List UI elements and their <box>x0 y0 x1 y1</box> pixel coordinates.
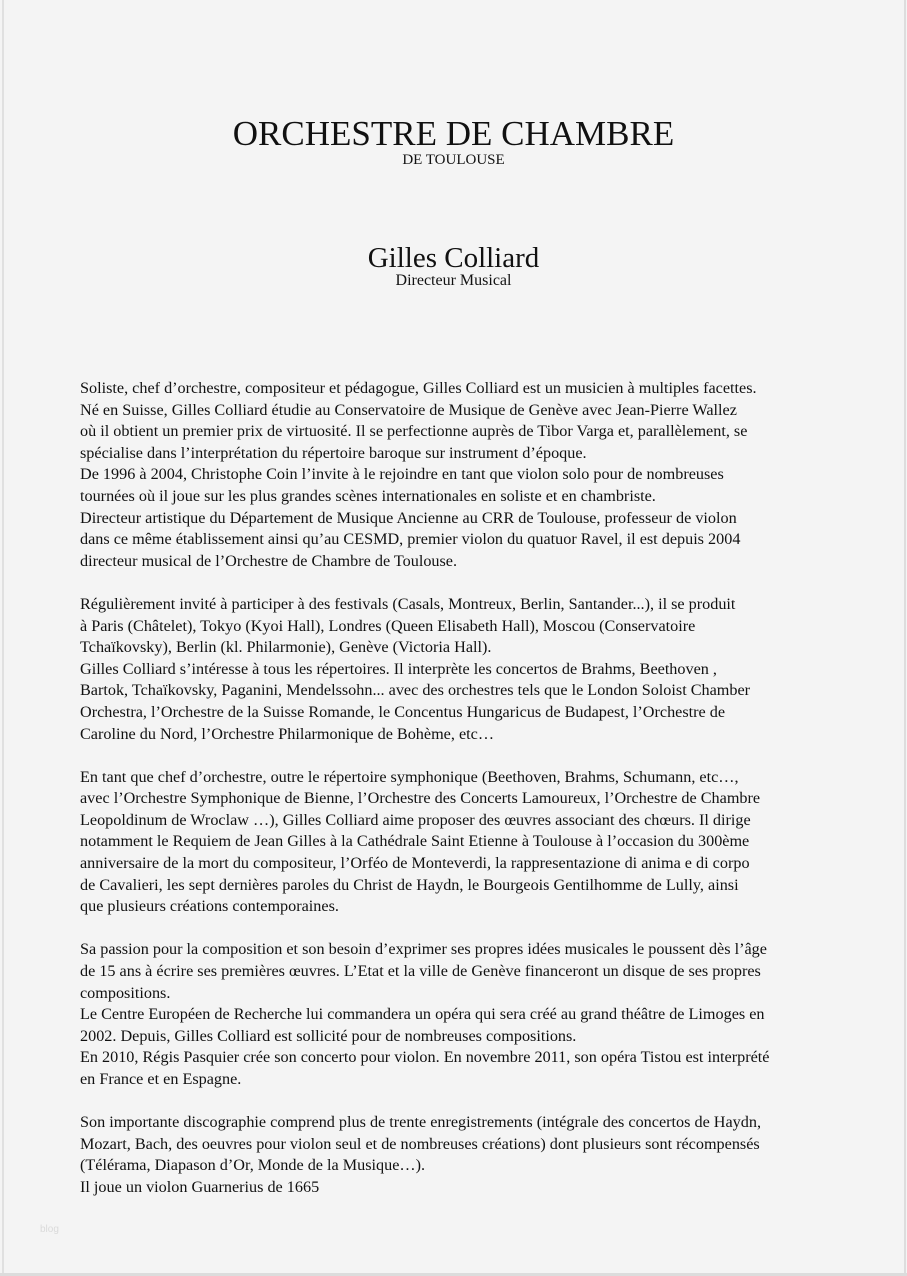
text-line: 2002. Depuis, Gilles Colliard est sollicité pour de nombreuses compositions. <box>80 1026 577 1045</box>
text-line: de 15 ans à écrire ses premières œuvres. L’Etat et la ville de Genève financeront un disque de ses propres <box>80 962 761 981</box>
text-line: Gilles Colliard s’intéresse à tous les répertoires. Il interprète les concertos de Brahms, Beethoven , <box>80 659 717 678</box>
text-line: anniversaire de la mort du compositeur, l’Orféo de Monteverdi, la rappresentazione di anima e di corpo <box>80 854 750 873</box>
text-line: (Télérama, Diapason d’Or, Monde de la Musique…). <box>80 1156 426 1175</box>
biography-body <box>80 378 850 1220</box>
text-line: Son importante discographie comprend plus de trente enregistrements (intégrale des concertos de Haydn, <box>80 1113 762 1132</box>
text-line: En 2010, Régis Pasquier crée son concerto pour violon. En novembre 2011, son opéra Tistou est interprété <box>80 1048 770 1067</box>
text-line: Sa passion pour la composition et son besoin d’exprimer ses propres idées musicales le poussent dès l’âge <box>80 940 767 959</box>
text-line: Soliste, chef d’orchestre, compositeur et pédagogue, Gilles Colliard est un musicien à multiples facettes. <box>80 379 757 397</box>
watermark-text: blog <box>40 1224 59 1235</box>
text-line: notamment le Requiem de Jean Gilles à la Cathédrale Saint Etienne à Toulouse à l’occasion du 300ème <box>80 832 750 851</box>
text-line: tournées où il joue sur les plus grandes scènes internationales en soliste et en chambriste. <box>80 486 656 505</box>
text-line: de Cavalieri, les sept dernières paroles du Christ de Haydn, le Bourgeois Gentilhomme de Lully, ainsi <box>80 875 739 894</box>
document-header <box>0 112 907 168</box>
person-heading <box>0 240 907 290</box>
text-line: Né en Suisse, Gilles Colliard étudie au Conservatoire de Musique de Genève avec Jean-Pierre Wallez <box>80 400 737 419</box>
page-edge-right <box>904 0 906 1276</box>
text-line: que plusieurs créations contemporaines. <box>80 897 339 916</box>
text-line: spécialise dans l’interprétation du répertoire baroque sur instrument d’époque. <box>80 443 587 462</box>
paragraph-composition <box>80 939 850 1090</box>
paragraph-conducting <box>80 767 850 918</box>
text-line: où il obtient un premier prix de virtuosité. Il se perfectionne auprès de Tibor Varga et, parallèlement, se <box>80 422 748 441</box>
text-line: Le Centre Européen de Recherche lui commandera un opéra qui sera créé au grand théâtre de Limoges en <box>80 1005 765 1024</box>
text-line: De 1996 à 2004, Christophe Coin l’invite à le rejoindre en tant que violon solo pour de nombreuses <box>80 465 724 484</box>
organization-title: ORCHESTRE DE CHAMBRE <box>232 114 675 153</box>
text-line: Il joue un violon Guarnerius de 1665 <box>80 1177 320 1196</box>
text-line: Caroline du Nord, l’Orchestre Philarmonique de Bohème, etc… <box>80 724 495 743</box>
paragraph-discography <box>80 1112 850 1198</box>
text-line: Mozart, Bach, des oeuvres pour violon seul et de nombreuses créations) dont plusieurs sont récompensés <box>80 1134 760 1153</box>
person-name: Gilles Colliard <box>367 242 540 274</box>
text-line: Orchestra, l’Orchestre de la Suisse Romande, le Concentus Hungaricus de Budapest, l’Orchestre de <box>80 702 726 721</box>
page-edge-left <box>2 0 4 1276</box>
text-line: à Paris (Châtelet), Tokyo (Kyoi Hall), Londres (Queen Elisabeth Hall), Moscou (Conservatoire <box>80 616 696 635</box>
text-line: Directeur artistique du Département de Musique Ancienne au CRR de Toulouse, professeur de violon <box>80 508 737 527</box>
organization-subtitle: DE TOULOUSE <box>402 152 505 168</box>
text-line: Bartok, Tchaïkovsky, Paganini, Mendelssohn... avec des orchestres tels que le London Soloist Chamber <box>80 681 751 700</box>
paragraph-performances <box>80 594 850 745</box>
text-line: en France et en Espagne. <box>80 1070 242 1088</box>
paragraph-training <box>80 378 850 572</box>
text-line: directeur musical de l’Orchestre de Chambre de Toulouse. <box>80 551 458 570</box>
text-line: Régulièrement invité à participer à des festivals (Casals, Montreux, Berlin, Santander...), il se produit <box>80 594 736 613</box>
text-line: Tchaïkovsky), Berlin (kl. Philarmonie), Genève (Victoria Hall). <box>80 638 492 657</box>
text-line: Leopoldinum de Wroclaw …), Gilles Colliard aime proposer des œuvres associant des chœurs. Il dirige <box>80 810 751 829</box>
text-line: compositions. <box>80 983 171 1002</box>
text-line: dans ce même établissement ainsi qu’au CESMD, premier violon du quatuor Ravel, il est depuis 2004 <box>80 530 741 549</box>
text-line: En tant que chef d’orchestre, outre le répertoire symphonique (Beethoven, Brahms, Schumann, etc…, <box>80 767 739 786</box>
text-line: avec l’Orchestre Symphonique de Bienne, l’Orchestre des Concerts Lamoureux, l’Orchestre de Chambre <box>80 789 761 808</box>
person-role: Directeur Musical <box>395 272 512 289</box>
